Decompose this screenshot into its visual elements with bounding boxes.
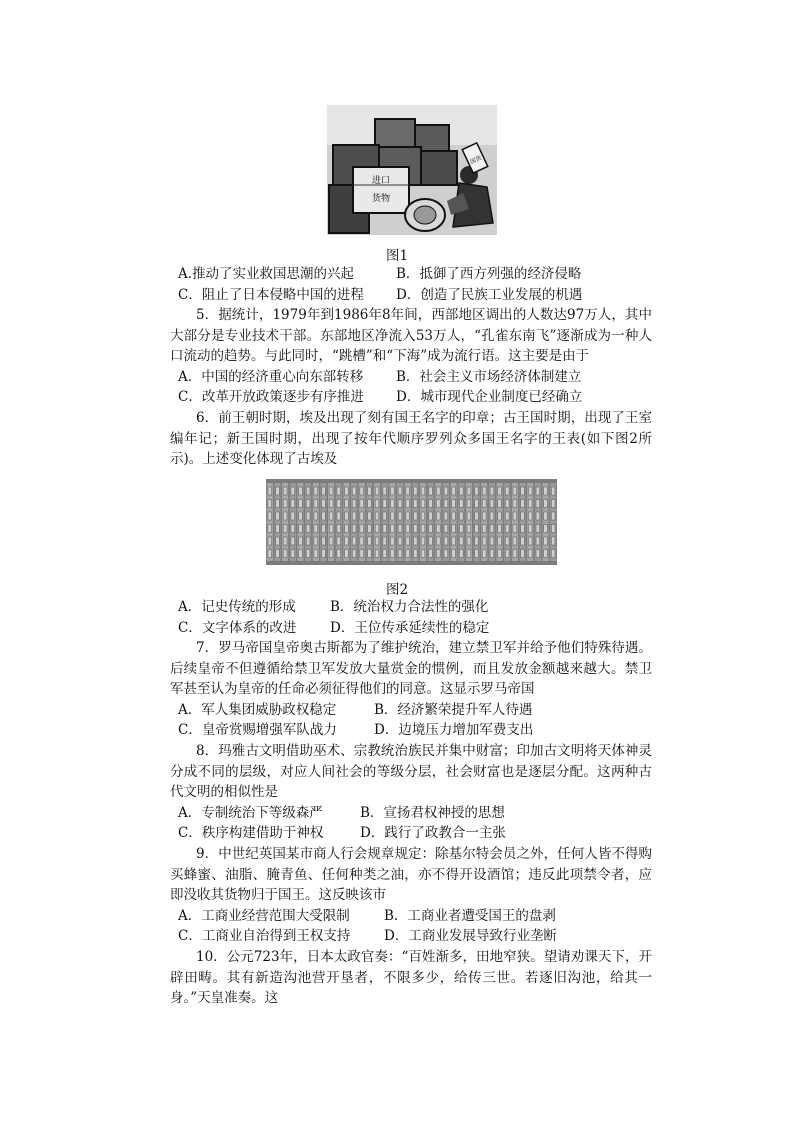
- cartouche-glyph: [299, 550, 303, 558]
- q5-option-b: B．社会主义市场经济体制建立: [396, 368, 582, 385]
- q8-option-a: A．专制统治下等级森严: [178, 804, 323, 821]
- cartouche-glyph: [383, 512, 387, 520]
- cartouche-glyph: [291, 550, 295, 558]
- cartouche-glyph: [306, 550, 310, 558]
- cartouche-glyph: [306, 512, 310, 520]
- cartouche-glyph: [391, 550, 395, 558]
- q6-options-row-1: [170, 597, 652, 618]
- figure-1-illustration: [327, 105, 497, 235]
- q5-option-d: D．城市现代企业制度已经确立: [396, 389, 583, 406]
- q8-options-row-2: [170, 823, 652, 844]
- cartouche-glyph: [291, 487, 295, 495]
- cartouche-glyph: [398, 487, 402, 495]
- q7-options-row-2: [170, 720, 652, 741]
- q7-option-a: A．军人集团威胁政权稳定: [178, 701, 337, 718]
- cartouche-glyph: [375, 525, 379, 533]
- question-6-stem-block: [170, 408, 652, 470]
- cartouche-glyph: [536, 550, 540, 558]
- cartouche-glyph: [513, 487, 517, 495]
- q7-option-b: B．经济繁荣提升军人待遇: [374, 701, 533, 718]
- cartouche-glyph: [544, 537, 548, 545]
- cartouche-glyph: [429, 550, 433, 558]
- cartouche-glyph: [314, 512, 318, 520]
- cartouche-glyph: [444, 512, 448, 520]
- cartouche-glyph: [490, 537, 494, 545]
- cartouche-glyph: [306, 487, 310, 495]
- cartouche-glyph: [276, 487, 280, 495]
- cartouche-glyph: [528, 550, 532, 558]
- cartouche-glyph: [314, 537, 318, 545]
- cartouche-glyph: [544, 550, 548, 558]
- question-9: [170, 844, 652, 947]
- cartouche-glyph: [498, 550, 502, 558]
- cartouche-glyph: [283, 550, 287, 558]
- q6-option-b: B．统治权力合法性的强化: [330, 599, 489, 615]
- cartouche-glyph: [375, 550, 379, 558]
- question-6-options-block: [170, 597, 652, 638]
- cartouche-glyph: [536, 512, 540, 520]
- cartouche-glyph: [268, 537, 272, 545]
- cartouche-glyph: [268, 487, 272, 495]
- cartouche-glyph: [467, 487, 471, 495]
- cartouche-glyph: [498, 500, 502, 508]
- cartouche-glyph: [329, 487, 333, 495]
- cartouche-glyph: [383, 487, 387, 495]
- cartouche-glyph: [414, 550, 418, 558]
- cartouche-glyph: [414, 500, 418, 508]
- question-4-options-block: [170, 264, 652, 305]
- cartouche-glyph: [459, 512, 463, 520]
- cartouche-glyph: [459, 537, 463, 545]
- cartouche-glyph: [352, 537, 356, 545]
- cartouche-glyph: [513, 512, 517, 520]
- cartouche-glyph: [345, 550, 349, 558]
- cartouche-glyph: [360, 525, 364, 533]
- cartouche-glyph: [383, 525, 387, 533]
- sign-text: 国货: [469, 154, 483, 166]
- cartouche-glyph: [513, 537, 517, 545]
- cartouche-glyph: [421, 500, 425, 508]
- cartouche-glyph: [360, 550, 364, 558]
- cartouche-glyph: [329, 512, 333, 520]
- cartouche-glyph: [383, 537, 387, 545]
- cartouche-glyph: [551, 525, 555, 533]
- cartouche-glyph: [429, 500, 433, 508]
- cartouche-glyph: [459, 487, 463, 495]
- cartouche-glyph: [414, 525, 418, 533]
- cartouche-glyph: [551, 487, 555, 495]
- cartouche-glyph: [521, 525, 525, 533]
- cartouche-glyph: [375, 500, 379, 508]
- cartouche-glyph: [475, 512, 479, 520]
- crate-label-line1: 进口: [371, 176, 391, 186]
- cartouche-glyph: [429, 525, 433, 533]
- cartouche-glyph: [528, 512, 532, 520]
- q7-options-row-1: [170, 700, 652, 721]
- cartouche-glyph: [406, 500, 410, 508]
- cartouche-glyph: [490, 500, 494, 508]
- cartouche-glyph: [429, 512, 433, 520]
- cartouche-glyph: [337, 487, 341, 495]
- q9-option-a: A．工商业经营范围大受限制: [178, 907, 350, 924]
- cartouche-glyph: [314, 500, 318, 508]
- cartouche-glyph: [513, 525, 517, 533]
- cartouche-glyph: [268, 550, 272, 558]
- cartouche-glyph: [421, 487, 425, 495]
- cartouche-glyph: [360, 500, 364, 508]
- cartouche-glyph: [375, 512, 379, 520]
- cartouche-glyph: [337, 550, 341, 558]
- cartouche-glyph: [544, 512, 548, 520]
- cartouche-glyph: [429, 487, 433, 495]
- cartouche-glyph: [337, 500, 341, 508]
- q8-option-b: B．宣扬君权神授的思想: [360, 804, 505, 821]
- cartouche-glyph: [299, 487, 303, 495]
- cartouche-glyph: [352, 550, 356, 558]
- cartouche-glyph: [299, 512, 303, 520]
- cartouche-glyph: [536, 487, 540, 495]
- cartouche-glyph: [475, 537, 479, 545]
- cartouche-glyph: [544, 487, 548, 495]
- cartouche-glyph: [429, 537, 433, 545]
- cartouche-glyph: [383, 550, 387, 558]
- cartouche-glyph: [528, 487, 532, 495]
- cartouche-glyph: [414, 487, 418, 495]
- cartouche-glyph: [345, 525, 349, 533]
- cartouche-glyph: [398, 537, 402, 545]
- cartouche-glyph: [368, 500, 372, 508]
- cartouche-glyph: [536, 525, 540, 533]
- q6-option-c: C．文字体系的改进: [178, 619, 297, 636]
- cartouche-glyph: [482, 512, 486, 520]
- cartouche-glyph: [345, 487, 349, 495]
- question-7: [170, 638, 652, 741]
- cartouche-glyph: [482, 487, 486, 495]
- q4-option-a: A.推动了实业救国思潮的兴起: [178, 266, 355, 282]
- cartouche-glyph: [444, 537, 448, 545]
- cartouche-glyph: [436, 537, 440, 545]
- cartouche-glyph: [368, 537, 372, 545]
- q9-option-c: C．工商业自治得到王权支持: [178, 928, 351, 945]
- q4-option-b: B．抵御了西方列强的经济侵略: [396, 266, 582, 282]
- cartouche-glyph: [283, 500, 287, 508]
- cartouche-glyph: [276, 537, 280, 545]
- cartouche-glyph: [513, 550, 517, 558]
- cartouche-glyph: [375, 537, 379, 545]
- cartouche-glyph: [283, 525, 287, 533]
- cartouche-glyph: [391, 500, 395, 508]
- cartouche-glyph: [352, 500, 356, 508]
- q6-option-d: D．王位传承延续性的稳定: [330, 619, 490, 636]
- cartouche-glyph: [521, 512, 525, 520]
- cartouche-glyph: [352, 487, 356, 495]
- cartouche-glyph: [283, 487, 287, 495]
- cartouche-glyph: [528, 537, 532, 545]
- cartouche-glyph: [406, 537, 410, 545]
- q8-stem: 8．玛雅古文明借助巫术、宗教统治族民并集中财富；印加古文明将天体神灵分成不同的层级，对应人间社会的等级分层，社会财富也是逐层分配。这两种古代文明的相似性是: [170, 743, 652, 801]
- cartouche-glyph: [314, 525, 318, 533]
- king-list-relief-image: [266, 479, 557, 565]
- cartouche-glyph: [322, 525, 326, 533]
- cartouche-glyph: [482, 550, 486, 558]
- cartouche-glyph: [322, 550, 326, 558]
- q7-option-c: C．皇帝赏赐增强军队战力: [178, 722, 337, 739]
- cartouche-glyph: [467, 512, 471, 520]
- cartouche-glyph: [398, 512, 402, 520]
- cartouche-glyph: [551, 512, 555, 520]
- cartouche-glyph: [322, 537, 326, 545]
- q9-options-row-2: [170, 926, 652, 947]
- cartouche-glyph: [498, 487, 502, 495]
- cartouche-glyph: [421, 550, 425, 558]
- cartouche-glyph: [337, 512, 341, 520]
- question-5: [170, 305, 652, 408]
- cartouche-glyph: [521, 500, 525, 508]
- q4-option-c: C．阻止了日本侵略中国的进程: [178, 286, 364, 303]
- cartouche-glyph: [421, 525, 425, 533]
- cartouche-glyph: [452, 512, 456, 520]
- cartouche-glyph: [521, 487, 525, 495]
- cartouche-glyph: [329, 525, 333, 533]
- q9-option-d: D．工商业发展导致行业垄断: [384, 928, 557, 945]
- cartouche-glyph: [345, 512, 349, 520]
- cartouche-glyph: [391, 525, 395, 533]
- cartouche-glyph: [498, 512, 502, 520]
- q7-stem: 7．罗马帝国皇帝奥古斯都为了维护统治，建立禁卫军并给予他们特殊待遇。后续皇帝不但遵循给禁卫军发放大量赏金的惯例，而且发放金额越来越大。禁卫军甚至认为皇帝的任命必须征得他们的同意。这显示罗马帝国: [170, 640, 652, 698]
- cartouche-glyph: [368, 525, 372, 533]
- cartouche-glyph: [352, 512, 356, 520]
- cartouche-glyph: [283, 512, 287, 520]
- q8-option-c: C．秩序构建借助于神权: [178, 825, 324, 842]
- q4-option-d: D．创造了民族工业发展的机遇: [396, 286, 583, 303]
- cartouche-glyph: [329, 550, 333, 558]
- cartouche-glyph: [475, 487, 479, 495]
- cartouche-glyph: [436, 500, 440, 508]
- question-10: [170, 947, 652, 1009]
- cartouche-glyph: [383, 500, 387, 508]
- cartouche-glyph: [291, 525, 295, 533]
- q7-option-d: D．边境压力增加军费支出: [374, 722, 534, 739]
- cartouche-glyph: [352, 525, 356, 533]
- cartouche-glyph: [452, 525, 456, 533]
- q5-options-row-1: [170, 367, 652, 388]
- cartouche-glyph: [436, 550, 440, 558]
- q5-options-row-2: [170, 387, 652, 408]
- cartouche-glyph: [406, 487, 410, 495]
- cartouche-glyph: [276, 500, 280, 508]
- cartouche-glyph: [276, 525, 280, 533]
- cartouche-glyph: [375, 487, 379, 495]
- cartouche-glyph: [459, 500, 463, 508]
- cartouche-glyph: [467, 550, 471, 558]
- cartouche-glyph: [268, 500, 272, 508]
- cartouche-glyph: [360, 487, 364, 495]
- cartouche-glyph: [521, 537, 525, 545]
- cartouche-glyph: [337, 525, 341, 533]
- cartouche-glyph: [505, 512, 509, 520]
- cartouche-glyph: [482, 537, 486, 545]
- cartouche-glyph: [482, 525, 486, 533]
- cartouche-glyph: [398, 525, 402, 533]
- cartouche-glyph: [329, 537, 333, 545]
- cartouche-glyph: [467, 537, 471, 545]
- cartouche-glyph: [452, 550, 456, 558]
- cartouche-glyph: [329, 500, 333, 508]
- cartouche-glyph: [268, 525, 272, 533]
- cartouche-glyph: [536, 537, 540, 545]
- figure-2-caption: 图2: [385, 582, 409, 598]
- cartouche-glyph: [459, 525, 463, 533]
- cartouche-glyph: [505, 525, 509, 533]
- cartouche-glyph: [322, 512, 326, 520]
- cartouche-glyph: [268, 512, 272, 520]
- cartouche-glyph: [391, 487, 395, 495]
- cartouche-glyph: [337, 537, 341, 545]
- cartouche-glyph: [291, 500, 295, 508]
- cartouche-glyph: [406, 512, 410, 520]
- figure-1-caption: 图1: [385, 248, 409, 264]
- crates-cartoon-image: [327, 105, 497, 235]
- cartouche-glyph: [314, 550, 318, 558]
- cartouche-glyph: [551, 537, 555, 545]
- cartouche-glyph: [544, 500, 548, 508]
- cartouche-glyph: [299, 500, 303, 508]
- cartouche-glyph: [498, 537, 502, 545]
- cartouche-glyph: [475, 550, 479, 558]
- cartouche-glyph: [322, 487, 326, 495]
- cartouche-glyph: [505, 550, 509, 558]
- cartouche-glyph: [452, 500, 456, 508]
- cartouche-glyph: [551, 500, 555, 508]
- cartouche-glyph: [475, 500, 479, 508]
- cartouche-glyph: [490, 525, 494, 533]
- q6-stem: 6．前王朝时期，埃及出现了刻有国王名字的印章；古王国时期，出现了王室编年记；新王国时期，出现了按年代顺序罗列众多国王名字的王表(如下图2所示)。上述变化体现了古埃及: [170, 410, 652, 468]
- cartouche-glyph: [276, 550, 280, 558]
- figure-2-king-list-image: [266, 479, 557, 565]
- cartouche-glyph: [421, 537, 425, 545]
- cartouche-glyph: [490, 487, 494, 495]
- cartouche-glyph: [414, 537, 418, 545]
- cartouche-glyph: [536, 500, 540, 508]
- cartouche-glyph: [452, 487, 456, 495]
- question-8: [170, 741, 652, 844]
- cartouche-glyph: [299, 537, 303, 545]
- cartouche-glyph: [475, 525, 479, 533]
- cartouche-glyph: [398, 550, 402, 558]
- cartouche-glyph: [398, 500, 402, 508]
- q5-option-a: A．中国的经济重心向东部转移: [178, 368, 364, 385]
- q4-options-row-2: [170, 285, 652, 306]
- cartouche-glyph: [505, 500, 509, 508]
- q6-option-a: A．记史传统的形成: [178, 599, 296, 615]
- cartouche-glyph: [436, 487, 440, 495]
- cartouche-glyph: [360, 512, 364, 520]
- cartouche-glyph: [528, 525, 532, 533]
- cartouche-glyph: [291, 537, 295, 545]
- q5-option-c: C．改革开放政策逐步有序推进: [178, 389, 364, 406]
- cartouche-glyph: [345, 500, 349, 508]
- cartouche-glyph: [444, 525, 448, 533]
- cartouche-glyph: [306, 537, 310, 545]
- cartouche-glyph: [345, 537, 349, 545]
- cartouche-glyph: [467, 500, 471, 508]
- cartouche-glyph: [452, 537, 456, 545]
- cartouche-glyph: [444, 550, 448, 558]
- cartouche-glyph: [391, 537, 395, 545]
- cartouche-glyph: [498, 525, 502, 533]
- cartouche-glyph: [528, 500, 532, 508]
- cartouche-glyph: [414, 512, 418, 520]
- q4-options-row-1: [170, 264, 652, 285]
- cartouche-glyph: [490, 512, 494, 520]
- q8-options-row-1: [170, 803, 652, 824]
- cartouche-glyph: [306, 500, 310, 508]
- cartouche-glyph: [513, 500, 517, 508]
- cartouche-glyph: [322, 500, 326, 508]
- cartouche-glyph: [391, 512, 395, 520]
- cartouche-glyph: [299, 525, 303, 533]
- q10-stem: 10．公元723年，日本太政官奏：“百姓渐多，田地窄狭。望请劝课天下，开辟田畴。其有新造沟池营开垦者，不限多少，给传三世。若逐旧沟池，给其一身。”天皇准奏。这: [170, 949, 652, 1007]
- cartouche-glyph: [444, 487, 448, 495]
- cartouche-glyph: [551, 550, 555, 558]
- cartouche-glyph: [406, 550, 410, 558]
- cartouche-glyph: [467, 525, 471, 533]
- cartouche-glyph: [368, 550, 372, 558]
- cartouche-glyph: [291, 512, 295, 520]
- cartouche-glyph: [490, 550, 494, 558]
- cartouche-glyph: [444, 500, 448, 508]
- cartouche-glyph: [544, 525, 548, 533]
- cartouche-glyph: [482, 500, 486, 508]
- q9-option-b: B．工商业者遭受国王的盘剥: [384, 907, 556, 924]
- cartouche-glyph: [421, 512, 425, 520]
- cartouche-glyph: [521, 550, 525, 558]
- cartouche-glyph: [314, 487, 318, 495]
- cartouche-glyph: [505, 537, 509, 545]
- cartouche-glyph: [368, 512, 372, 520]
- q8-option-d: D．践行了政教合一主张: [360, 825, 506, 842]
- cartouche-glyph: [505, 487, 509, 495]
- q9-options-row-1: [170, 906, 652, 927]
- q6-options-row-2: [170, 618, 652, 639]
- cartouche-glyph: [360, 537, 364, 545]
- crate-label-line2: 货物: [371, 194, 391, 204]
- q9-stem: 9．中世纪英国某市商人行会规章规定：除基尔特会员之外，任何人皆不得购买蜂蜜、油脂、腌青鱼、任何种类之油，亦不得开设酒馆；违反此项禁令者，应即没收其货物归于国王。这反映该市: [170, 846, 652, 904]
- cartouche-glyph: [283, 537, 287, 545]
- cartouche-glyph: [436, 512, 440, 520]
- q5-stem: 5．据统计，1979年到1986年8年间，西部地区调出的人数达97万人，其中大部分是专业技术干部。东部地区净流入53万人，“孔雀东南飞”逐渐成为一种人口流动的趋势。与此同时，“跳槽”和“下海”成为流行语。这主要是由于: [170, 307, 652, 365]
- cartouche-glyph: [406, 525, 410, 533]
- cartouche-glyph: [436, 525, 440, 533]
- cartouche-glyph: [306, 525, 310, 533]
- cartouche-glyph: [459, 550, 463, 558]
- cartouche-glyph: [368, 487, 372, 495]
- cartouche-glyph: [276, 512, 280, 520]
